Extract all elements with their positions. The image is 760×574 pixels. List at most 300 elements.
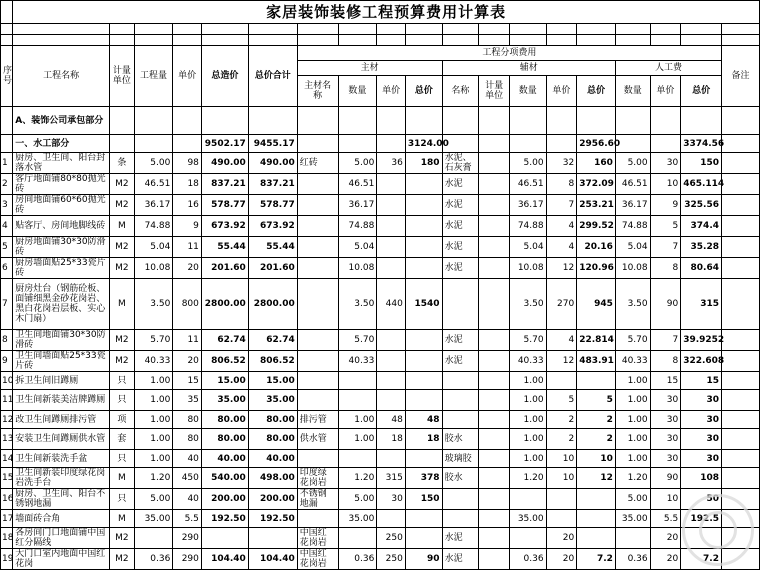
row-total-sum[interactable]: 806.52 — [248, 351, 297, 372]
row-price[interactable]: 9 — [173, 216, 202, 237]
row-aux-name[interactable] — [442, 411, 479, 429]
row-main-price[interactable] — [377, 330, 406, 351]
row-price[interactable]: 40 — [173, 450, 202, 468]
row-aux-qty[interactable]: 3.50 — [509, 279, 546, 330]
row-remark[interactable] — [722, 429, 760, 450]
row-aux-total[interactable]: 483.91 — [577, 351, 616, 372]
header-aux-name[interactable]: 名称 — [442, 76, 479, 107]
row-remark[interactable] — [722, 216, 760, 237]
row-total-sum[interactable]: 40.00 — [248, 450, 297, 468]
row-total-price[interactable]: 2800.00 — [201, 279, 248, 330]
row-name[interactable]: 卫生间新装洗手盆 — [13, 450, 110, 468]
header-remark[interactable]: 备注 — [722, 46, 760, 107]
row-name[interactable]: 厨房、卫生间、阳台不锈钢地漏 — [13, 489, 110, 510]
row-labor-qty[interactable]: 5.00 — [615, 153, 650, 174]
row-main-qty[interactable]: 1.00 — [338, 411, 377, 429]
header-aux-unit[interactable]: 计量单位 — [479, 76, 510, 107]
row-labor-total[interactable]: 30 — [681, 411, 722, 429]
row-total-sum[interactable]: 80.00 — [248, 411, 297, 429]
row-labor-price[interactable]: 30 — [650, 429, 681, 450]
row-aux-qty[interactable]: 46.51 — [509, 174, 546, 195]
row-main-price[interactable]: 18 — [377, 429, 406, 450]
row-qty[interactable]: 5.70 — [134, 330, 173, 351]
row-labor-total[interactable]: 192.5 — [681, 510, 722, 528]
row-main-qty[interactable]: 35.00 — [338, 510, 377, 528]
row-aux-price[interactable]: 12 — [546, 351, 577, 372]
row-aux-qty[interactable]: 1.00 — [509, 372, 546, 390]
row-aux-price[interactable]: 20 — [546, 528, 577, 549]
row-unit[interactable]: M — [110, 279, 134, 330]
row-name[interactable]: 厨房墙面贴25*33瓷片砖 — [13, 258, 110, 279]
row-unit[interactable]: M — [110, 468, 134, 489]
row-total-sum[interactable]: 2800.00 — [248, 279, 297, 330]
row-qty[interactable]: 1.00 — [134, 450, 173, 468]
row-remark[interactable] — [722, 411, 760, 429]
row-no[interactable]: 7 — [1, 279, 13, 330]
row-main-price[interactable]: 36 — [377, 153, 406, 174]
row-aux-price[interactable]: 4 — [546, 237, 577, 258]
header-total-sum[interactable]: 总价合计 — [248, 46, 297, 107]
row-qty[interactable]: 5.00 — [134, 153, 173, 174]
row-aux-name[interactable]: 玻璃胶 — [442, 450, 479, 468]
row-aux-name[interactable]: 水泥 — [442, 258, 479, 279]
row-labor-price[interactable]: 15 — [650, 372, 681, 390]
row-unit[interactable]: 条 — [110, 153, 134, 174]
row-main-qty[interactable]: 46.51 — [338, 174, 377, 195]
row-price[interactable]: 5.5 — [173, 510, 202, 528]
row-main-total[interactable]: 1540 — [405, 279, 442, 330]
row-aux-name[interactable]: 水泥 — [442, 174, 479, 195]
row-aux-name[interactable]: 水泥 — [442, 195, 479, 216]
row-aux-total[interactable] — [577, 510, 616, 528]
row-aux-name[interactable] — [442, 372, 479, 390]
row-aux-total[interactable]: 2 — [577, 429, 616, 450]
row-unit[interactable]: M2 — [110, 195, 134, 216]
row-qty[interactable]: 0.36 — [134, 549, 173, 570]
row-main-price[interactable]: 250 — [377, 549, 406, 570]
row-no[interactable]: 14 — [1, 450, 13, 468]
row-aux-price[interactable]: 32 — [546, 153, 577, 174]
row-unit[interactable]: M2 — [110, 174, 134, 195]
row-aux-name[interactable]: 胶水 — [442, 429, 479, 450]
row-unit[interactable]: M2 — [110, 528, 134, 549]
row-main-total[interactable]: 150 — [405, 489, 442, 510]
row-main-qty[interactable] — [338, 390, 377, 411]
row-name[interactable]: 墙面砖合角 — [13, 510, 110, 528]
row-aux-total[interactable]: 253.21 — [577, 195, 616, 216]
row-aux-unit[interactable] — [479, 390, 510, 411]
row-labor-price[interactable]: 30 — [650, 450, 681, 468]
row-name[interactable]: 拆卫生间旧蹲厕 — [13, 372, 110, 390]
row-aux-name[interactable]: 水泥 — [442, 351, 479, 372]
row-labor-total[interactable]: 108 — [681, 468, 722, 489]
row-remark[interactable] — [722, 330, 760, 351]
row-unit[interactable]: M2 — [110, 237, 134, 258]
row-labor-total[interactable]: 322.608 — [681, 351, 722, 372]
row-aux-price[interactable]: 8 — [546, 174, 577, 195]
row-aux-unit[interactable] — [479, 510, 510, 528]
row-aux-unit[interactable] — [479, 258, 510, 279]
row-qty[interactable]: 1.00 — [134, 429, 173, 450]
row-aux-qty[interactable]: 10.08 — [509, 258, 546, 279]
row-aux-qty[interactable]: 35.00 — [509, 510, 546, 528]
row-main-price[interactable] — [377, 390, 406, 411]
row-total-sum[interactable]: 490.00 — [248, 153, 297, 174]
row-main-price[interactable] — [377, 258, 406, 279]
header-aux[interactable]: 辅材 — [442, 61, 615, 76]
row-total-sum[interactable]: 837.21 — [248, 174, 297, 195]
row-unit[interactable]: M2 — [110, 549, 134, 570]
row-main-qty[interactable]: 1.00 — [338, 429, 377, 450]
row-aux-total[interactable] — [577, 528, 616, 549]
row-aux-price[interactable]: 7 — [546, 195, 577, 216]
row-qty[interactable]: 46.51 — [134, 174, 173, 195]
row-no[interactable]: 12 — [1, 411, 13, 429]
row-main-price[interactable] — [377, 510, 406, 528]
row-labor-price[interactable]: 9 — [650, 195, 681, 216]
row-no[interactable]: 11 — [1, 390, 13, 411]
row-total-price[interactable]: 15.00 — [201, 372, 248, 390]
row-main-name[interactable]: 中国红花岗岩 — [297, 528, 338, 549]
section-title[interactable]: A、装饰公司承包部分 — [13, 107, 110, 135]
row-name[interactable]: 各房间门口地面铺中国红分隔线 — [13, 528, 110, 549]
row-unit[interactable]: 套 — [110, 429, 134, 450]
row-main-total[interactable] — [405, 195, 442, 216]
row-total-price[interactable]: 40.00 — [201, 450, 248, 468]
row-name[interactable]: 卫生间地面铺30*30防滑砖 — [13, 330, 110, 351]
row-aux-unit[interactable] — [479, 330, 510, 351]
row-total-sum[interactable]: 35.00 — [248, 390, 297, 411]
row-no[interactable]: 8 — [1, 330, 13, 351]
row-aux-unit[interactable] — [479, 216, 510, 237]
row-aux-price[interactable]: 12 — [546, 258, 577, 279]
row-name[interactable]: 厨房、卫生间、阳台封落水管 — [13, 153, 110, 174]
row-total-price[interactable]: 35.00 — [201, 390, 248, 411]
row-qty[interactable]: 10.08 — [134, 258, 173, 279]
row-labor-price[interactable]: 7 — [650, 237, 681, 258]
row-labor-qty[interactable]: 0.36 — [615, 549, 650, 570]
row-total-price[interactable]: 837.21 — [201, 174, 248, 195]
row-aux-unit[interactable] — [479, 174, 510, 195]
row-qty[interactable]: 1.20 — [134, 468, 173, 489]
row-aux-price[interactable]: 20 — [546, 549, 577, 570]
row-total-sum[interactable] — [248, 528, 297, 549]
row-total-sum[interactable]: 192.50 — [248, 510, 297, 528]
row-main-qty[interactable]: 5.04 — [338, 237, 377, 258]
row-aux-qty[interactable] — [509, 489, 546, 510]
row-total-sum[interactable]: 673.92 — [248, 216, 297, 237]
row-aux-total[interactable]: 22.814 — [577, 330, 616, 351]
row-total-price[interactable]: 55.44 — [201, 237, 248, 258]
row-remark[interactable] — [722, 195, 760, 216]
row-aux-price[interactable] — [546, 510, 577, 528]
row-main-name[interactable] — [297, 390, 338, 411]
row-name[interactable]: 贴客厅、房间地脚线砖 — [13, 216, 110, 237]
row-aux-qty[interactable]: 1.00 — [509, 429, 546, 450]
row-price[interactable]: 80 — [173, 411, 202, 429]
row-aux-qty[interactable]: 1.00 — [509, 411, 546, 429]
row-labor-qty[interactable]: 40.33 — [615, 351, 650, 372]
row-aux-name[interactable]: 水泥 — [442, 237, 479, 258]
row-no[interactable]: 18 — [1, 528, 13, 549]
row-labor-total[interactable]: 15 — [681, 372, 722, 390]
row-aux-qty[interactable]: 5.70 — [509, 330, 546, 351]
row-price[interactable]: 450 — [173, 468, 202, 489]
row-qty[interactable]: 36.17 — [134, 195, 173, 216]
row-main-name[interactable] — [297, 279, 338, 330]
row-labor-total[interactable]: 315 — [681, 279, 722, 330]
row-aux-unit[interactable] — [479, 489, 510, 510]
row-labor-total[interactable]: 35.28 — [681, 237, 722, 258]
subsection-title[interactable]: 一、水工部分 — [13, 135, 110, 153]
row-qty[interactable]: 3.50 — [134, 279, 173, 330]
row-price[interactable]: 16 — [173, 195, 202, 216]
row-aux-price[interactable]: 4 — [546, 330, 577, 351]
row-aux-price[interactable] — [546, 372, 577, 390]
row-labor-total[interactable]: 50 — [681, 489, 722, 510]
row-labor-qty[interactable]: 35.00 — [615, 510, 650, 528]
subsection-labor-total[interactable]: 3374.56 — [681, 135, 722, 153]
row-labor-total[interactable]: 30 — [681, 390, 722, 411]
row-main-qty[interactable]: 74.88 — [338, 216, 377, 237]
header-aux-total[interactable]: 总价 — [577, 76, 616, 107]
row-main-total[interactable] — [405, 372, 442, 390]
row-total-sum[interactable]: 578.77 — [248, 195, 297, 216]
header-main[interactable]: 主材 — [297, 61, 442, 76]
row-aux-qty[interactable]: 0.36 — [509, 549, 546, 570]
row-remark[interactable] — [722, 372, 760, 390]
row-total-price[interactable] — [201, 528, 248, 549]
row-labor-price[interactable]: 30 — [650, 153, 681, 174]
row-main-price[interactable] — [377, 216, 406, 237]
row-total-price[interactable]: 540.00 — [201, 468, 248, 489]
header-main-price[interactable]: 单价 — [377, 76, 406, 107]
row-name[interactable]: 安装卫生间蹲厕供水管 — [13, 429, 110, 450]
row-aux-unit[interactable] — [479, 195, 510, 216]
row-aux-unit[interactable] — [479, 411, 510, 429]
row-aux-total[interactable]: 20.16 — [577, 237, 616, 258]
row-total-price[interactable]: 200.00 — [201, 489, 248, 510]
row-price[interactable]: 290 — [173, 549, 202, 570]
row-main-qty[interactable]: 5.00 — [338, 153, 377, 174]
header-price[interactable]: 单价 — [173, 46, 202, 107]
row-remark[interactable] — [722, 258, 760, 279]
row-no[interactable]: 4 — [1, 216, 13, 237]
row-no[interactable]: 10 — [1, 372, 13, 390]
row-main-qty[interactable] — [338, 372, 377, 390]
row-main-qty[interactable]: 3.50 — [338, 279, 377, 330]
row-unit[interactable]: 项 — [110, 411, 134, 429]
header-total-price[interactable]: 总造价 — [201, 46, 248, 107]
row-labor-qty[interactable]: 46.51 — [615, 174, 650, 195]
row-total-sum[interactable]: 62.74 — [248, 330, 297, 351]
header-main-qty[interactable]: 数量 — [338, 76, 377, 107]
row-total-sum[interactable]: 104.40 — [248, 549, 297, 570]
row-aux-unit[interactable] — [479, 153, 510, 174]
row-main-name[interactable]: 红砖 — [297, 153, 338, 174]
row-aux-qty[interactable]: 5.04 — [509, 237, 546, 258]
header-breakdown[interactable]: 工程分项费用 — [297, 46, 721, 61]
row-aux-total[interactable]: 120.96 — [577, 258, 616, 279]
row-main-qty[interactable]: 36.17 — [338, 195, 377, 216]
row-labor-qty[interactable]: 74.88 — [615, 216, 650, 237]
row-remark[interactable] — [722, 450, 760, 468]
row-aux-name[interactable] — [442, 279, 479, 330]
row-aux-price[interactable]: 4 — [546, 216, 577, 237]
row-aux-qty[interactable]: 36.17 — [509, 195, 546, 216]
row-no[interactable]: 9 — [1, 351, 13, 372]
row-total-price[interactable]: 673.92 — [201, 216, 248, 237]
row-labor-total[interactable]: 30 — [681, 429, 722, 450]
row-name[interactable]: 大门口室内地面中国红花岗 — [13, 549, 110, 570]
row-no[interactable]: 15 — [1, 468, 13, 489]
row-main-price[interactable] — [377, 351, 406, 372]
row-total-price[interactable]: 490.00 — [201, 153, 248, 174]
row-main-name[interactable]: 中国红花岗岩 — [297, 549, 338, 570]
row-labor-price[interactable]: 5 — [650, 216, 681, 237]
row-aux-unit[interactable] — [479, 450, 510, 468]
row-unit[interactable]: 只 — [110, 489, 134, 510]
row-name[interactable]: 卫生间墙面贴25*33瓷片砖 — [13, 351, 110, 372]
row-main-price[interactable] — [377, 237, 406, 258]
row-aux-unit[interactable] — [479, 468, 510, 489]
row-qty[interactable]: 1.00 — [134, 372, 173, 390]
row-aux-total[interactable]: 945 — [577, 279, 616, 330]
row-aux-name[interactable]: 水泥 — [442, 330, 479, 351]
row-main-name[interactable] — [297, 216, 338, 237]
row-total-sum[interactable]: 55.44 — [248, 237, 297, 258]
row-labor-total[interactable]: 30 — [681, 450, 722, 468]
row-total-price[interactable]: 80.00 — [201, 429, 248, 450]
row-main-price[interactable] — [377, 174, 406, 195]
row-labor-qty[interactable]: 5.04 — [615, 237, 650, 258]
row-aux-price[interactable]: 2 — [546, 429, 577, 450]
row-total-price[interactable]: 578.77 — [201, 195, 248, 216]
row-aux-unit[interactable] — [479, 429, 510, 450]
row-labor-qty[interactable]: 10.08 — [615, 258, 650, 279]
row-aux-unit[interactable] — [479, 237, 510, 258]
row-qty[interactable]: 5.00 — [134, 489, 173, 510]
header-main-total[interactable]: 总价 — [405, 76, 442, 107]
row-remark[interactable] — [722, 390, 760, 411]
row-price[interactable]: 11 — [173, 237, 202, 258]
row-total-price[interactable]: 104.40 — [201, 549, 248, 570]
row-unit[interactable]: M — [110, 216, 134, 237]
row-price[interactable]: 290 — [173, 528, 202, 549]
row-main-total[interactable] — [405, 330, 442, 351]
row-aux-total[interactable]: 7.2 — [577, 549, 616, 570]
row-main-total[interactable] — [405, 351, 442, 372]
row-labor-qty[interactable]: 1.00 — [615, 450, 650, 468]
row-aux-price[interactable]: 5 — [546, 390, 577, 411]
row-main-name[interactable] — [297, 237, 338, 258]
row-labor-price[interactable]: 90 — [650, 279, 681, 330]
row-total-sum[interactable]: 201.60 — [248, 258, 297, 279]
subsection-aux-total[interactable]: 2956.60 — [577, 135, 616, 153]
row-no[interactable]: 13 — [1, 429, 13, 450]
row-main-qty[interactable]: 10.08 — [338, 258, 377, 279]
row-total-sum[interactable]: 80.00 — [248, 429, 297, 450]
row-labor-price[interactable]: 5.5 — [650, 510, 681, 528]
row-unit[interactable]: 只 — [110, 390, 134, 411]
header-qty[interactable]: 工程量 — [134, 46, 173, 107]
row-labor-price[interactable]: 20 — [650, 528, 681, 549]
row-labor-qty[interactable]: 1.00 — [615, 429, 650, 450]
row-aux-price[interactable]: 10 — [546, 450, 577, 468]
row-labor-total[interactable]: 150 — [681, 153, 722, 174]
subsection-total-sum[interactable]: 9455.17 — [248, 135, 297, 153]
row-aux-total[interactable]: 372.09 — [577, 174, 616, 195]
row-labor-total[interactable]: 374.4 — [681, 216, 722, 237]
row-remark[interactable] — [722, 279, 760, 330]
row-aux-name[interactable] — [442, 489, 479, 510]
row-aux-price[interactable]: 10 — [546, 468, 577, 489]
row-qty[interactable]: 5.04 — [134, 237, 173, 258]
row-aux-qty[interactable]: 40.33 — [509, 351, 546, 372]
row-total-price[interactable]: 192.50 — [201, 510, 248, 528]
row-aux-name[interactable] — [442, 390, 479, 411]
row-price[interactable]: 98 — [173, 153, 202, 174]
row-aux-total[interactable]: 2 — [577, 411, 616, 429]
row-labor-price[interactable]: 20 — [650, 549, 681, 570]
header-name[interactable]: 工程名称 — [13, 46, 110, 107]
row-aux-qty[interactable] — [509, 528, 546, 549]
row-main-total[interactable] — [405, 216, 442, 237]
row-remark[interactable] — [722, 351, 760, 372]
row-qty[interactable]: 74.88 — [134, 216, 173, 237]
row-no[interactable]: 2 — [1, 174, 13, 195]
row-no[interactable]: 1 — [1, 153, 13, 174]
row-labor-total[interactable]: 7.2 — [681, 549, 722, 570]
row-aux-unit[interactable] — [479, 351, 510, 372]
header-labor-total[interactable]: 总价 — [681, 76, 722, 107]
row-price[interactable]: 800 — [173, 279, 202, 330]
row-labor-price[interactable]: 7 — [650, 330, 681, 351]
row-main-price[interactable]: 440 — [377, 279, 406, 330]
row-aux-name[interactable] — [442, 510, 479, 528]
row-price[interactable]: 20 — [173, 258, 202, 279]
row-main-price[interactable]: 250 — [377, 528, 406, 549]
sheet-title[interactable]: 家居装饰装修工程预算费用计算表 — [13, 1, 760, 24]
row-main-qty[interactable]: 40.33 — [338, 351, 377, 372]
header-seq[interactable]: 序号 — [1, 46, 13, 107]
row-main-price[interactable]: 48 — [377, 411, 406, 429]
row-labor-qty[interactable]: 1.00 — [615, 390, 650, 411]
header-unit[interactable]: 计量单位 — [110, 46, 134, 107]
row-total-price[interactable]: 201.60 — [201, 258, 248, 279]
header-aux-price[interactable]: 单价 — [546, 76, 577, 107]
row-qty[interactable]: 1.00 — [134, 390, 173, 411]
row-aux-unit[interactable] — [479, 372, 510, 390]
row-main-name[interactable] — [297, 510, 338, 528]
row-main-total[interactable]: 90 — [405, 549, 442, 570]
row-price[interactable]: 20 — [173, 351, 202, 372]
row-labor-qty[interactable]: 1.00 — [615, 372, 650, 390]
row-no[interactable]: 3 — [1, 195, 13, 216]
row-unit[interactable]: M2 — [110, 351, 134, 372]
row-price[interactable]: 18 — [173, 174, 202, 195]
row-main-qty[interactable]: 0.36 — [338, 549, 377, 570]
header-labor-price[interactable]: 单价 — [650, 76, 681, 107]
row-name[interactable]: 卫生间新装美洁牌蹲厕 — [13, 390, 110, 411]
row-main-total[interactable]: 18 — [405, 429, 442, 450]
row-main-total[interactable] — [405, 510, 442, 528]
row-unit[interactable]: M — [110, 510, 134, 528]
row-labor-qty[interactable]: 3.50 — [615, 279, 650, 330]
row-aux-qty[interactable]: 74.88 — [509, 216, 546, 237]
row-labor-qty[interactable]: 5.70 — [615, 330, 650, 351]
row-main-name[interactable]: 供水管 — [297, 429, 338, 450]
